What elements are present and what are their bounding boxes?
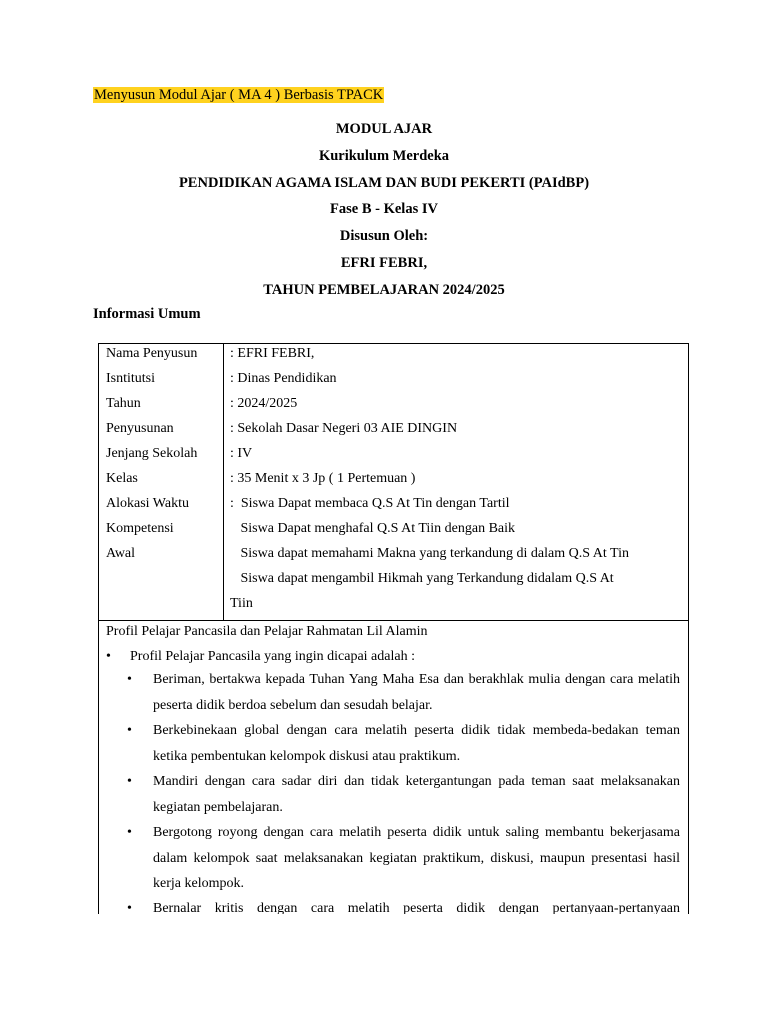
value-kompetensi-4-cont: Tiin bbox=[230, 596, 253, 611]
profile-main-text: Profil Pelajar Pancasila yang ingin dicapai adalah : bbox=[130, 649, 415, 664]
list-item-text: Berkebinekaan global dengan cara melatih peserta didik tidak membeda-bedakan teman ketika pembentukan kelompok diskusi atau praktikum. bbox=[153, 723, 680, 764]
title-authored-by: Disusun Oleh: bbox=[339, 228, 429, 244]
info-labels-column bbox=[99, 344, 224, 620]
list-item bbox=[127, 769, 680, 820]
value-kompetensi-1: : Siswa Dapat membaca Q.S At Tin dengan Tartil bbox=[230, 496, 510, 511]
bullet-icon: • bbox=[106, 649, 111, 664]
label-institusi: Isntitutsi bbox=[106, 371, 156, 386]
label-penyusunan: Penyusunan bbox=[106, 421, 174, 436]
list-item bbox=[127, 718, 680, 769]
bullet-icon: • bbox=[127, 825, 132, 840]
list-item bbox=[127, 896, 680, 914]
title-modul-ajar: MODUL AJAR bbox=[335, 121, 433, 137]
bullet-icon: • bbox=[127, 901, 132, 914]
value-kompetensi-2: Siswa Dapat menghafal Q.S At Tiin dengan Baik bbox=[230, 521, 516, 536]
section-label: Informasi Umum bbox=[93, 306, 201, 322]
title-kurikulum: Kurikulum Merdeka bbox=[318, 148, 450, 164]
title-author: EFRI FEBRI, bbox=[340, 255, 428, 271]
list-item bbox=[127, 820, 680, 897]
list-item-text: Mandiri dengan cara sadar diri dan tidak ketergantungan pada teman saat melaksanakan kegiatan pembelajaran. bbox=[153, 774, 680, 815]
value-nama-penyusun: : EFRI FEBRI, bbox=[230, 346, 315, 361]
value-institusi: : Dinas Pendidikan bbox=[230, 371, 337, 386]
info-table bbox=[98, 343, 689, 914]
value-kompetensi-3: Siswa dapat memahami Makna yang terkandung di dalam Q.S At Tin bbox=[230, 546, 629, 561]
value-kompetensi-4: Siswa dapat mengambil Hikmah yang Terkandung didalam Q.S At bbox=[230, 571, 614, 586]
label-kompetensi: Kompetensi bbox=[106, 521, 174, 536]
label-kelas: Kelas bbox=[106, 471, 138, 486]
info-table-top bbox=[99, 344, 688, 621]
highlighted-note bbox=[93, 86, 384, 105]
label-jenjang-sekolah: Jenjang Sekolah bbox=[106, 446, 198, 461]
list-item-text: Bergotong royong dengan cara melatih peserta didik untuk saling membantu bekerjasama dalam kelompok saat melaksanakan kegiatan praktikum, diskusi, maupun presentasi hasil kerja kelompok. bbox=[153, 825, 680, 891]
header-note: Menyusun Modul Ajar ( MA 4 ) Berbasis TPACK bbox=[94, 87, 384, 103]
profile-title: Profil Pelajar Pancasila dan Pelajar Rahmatan Lil Alamin bbox=[106, 624, 428, 639]
title-subject: PENDIDIKAN AGAMA ISLAM DAN BUDI PEKERTI (PAIdBP) bbox=[178, 175, 590, 191]
list-item bbox=[127, 667, 680, 718]
value-tahun: : 2024/2025 bbox=[230, 396, 298, 411]
title-academic-year: TAHUN PEMBELAJARAN 2024/2025 bbox=[263, 282, 505, 298]
value-kelas: : IV bbox=[230, 446, 253, 461]
list-item-text: Bernalar kritis dengan cara melatih peserta didik dengan pertanyaan-pertanyaan bbox=[153, 901, 680, 914]
profile-main-bullet bbox=[106, 648, 415, 666]
label-nama-penyusun: Nama Penyusun bbox=[106, 346, 198, 361]
bullet-icon: • bbox=[127, 672, 132, 687]
title-phase: Fase B - Kelas IV bbox=[330, 201, 438, 217]
label-awal: Awal bbox=[106, 546, 136, 561]
value-sekolah: : Sekolah Dasar Negeri 03 AIE DINGIN bbox=[230, 421, 458, 436]
label-tahun: Tahun bbox=[106, 396, 141, 411]
info-values-column bbox=[223, 344, 688, 620]
label-alokasi-waktu: Alokasi Waktu bbox=[106, 496, 189, 511]
list-item-text: Beriman, bertakwa kepada Tuhan Yang Maha Esa dan berakhlak mulia dengan cara melatih peserta didik berdoa sebelum dan sesudah belajar. bbox=[153, 672, 680, 713]
profile-section bbox=[99, 620, 688, 914]
bullet-icon: • bbox=[127, 774, 132, 789]
value-alokasi-waktu: : 35 Menit x 3 Jp ( 1 Pertemuan ) bbox=[230, 471, 416, 486]
bullet-icon: • bbox=[127, 723, 132, 738]
